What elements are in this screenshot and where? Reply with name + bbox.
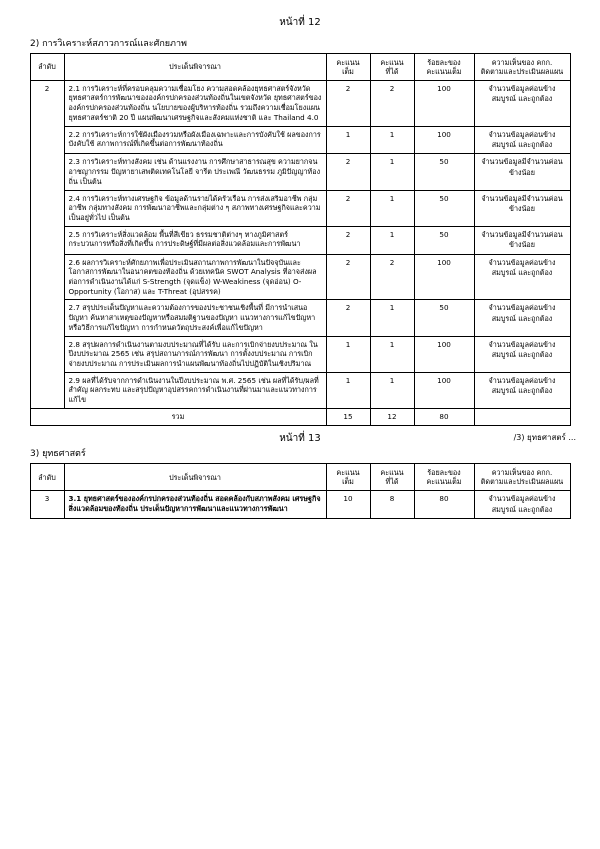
row-got-score: 1 (370, 126, 414, 154)
table-row (30, 126, 570, 154)
header-topic: ประเด็นพิจารณา (64, 53, 326, 80)
header-comment-line2: ติดตามและประเมินผลแผน (480, 477, 564, 487)
header-percent-line2: คะแนนเต็ม (426, 66, 462, 76)
header-full-score-line1: คะแนน (336, 468, 360, 478)
row-topic: 2.3 การวิเคราะห์ทางสังคม เช่น ด้านแรงงาน การศึกษาสาธารณสุข ความยากจน อาชญากรรม ปัญหายาเสพติดเทคโนโลยี จารีต ประเพณี วัฒนธรรม ภูมิปัญญาท้องถิ่น เป็นต้น (64, 154, 326, 190)
row-percent: 50 (414, 226, 474, 254)
total-percent: 80 (414, 408, 474, 425)
row-comment: จำนวนข้อมูลค่อนข้างสมบูรณ์ และถูกต้อง (474, 126, 570, 154)
table-row (30, 226, 570, 254)
table-row (30, 154, 570, 190)
row-percent: 50 (414, 300, 474, 336)
row-got-score: 1 (370, 300, 414, 336)
row-percent: 80 (414, 491, 474, 519)
total-got-score: 12 (370, 408, 414, 425)
table-row (30, 300, 570, 336)
row-percent: 50 (414, 154, 474, 190)
row-comment: จำนวนข้อมูลค่อนข้างสมบูรณ์ และถูกต้อง (474, 491, 570, 519)
header-got-score-line2: ที่ได้ (385, 477, 399, 487)
table-header-row (30, 464, 570, 491)
table-row (30, 80, 570, 126)
table-row (30, 190, 570, 226)
row-topic: 2.4 การวิเคราะห์ทางเศรษฐกิจ ข้อมูลด้านรายได้ครัวเรือน การส่งเสริมอาชีพ กลุ่มอาชีพ กลุ่มทางสังคม การพัฒนาอาชีพและกลุ่มต่าง ๆ สภาพทางเศรษฐกิจและความเป็นอยู่ทั่วไป เป็นต้น (64, 190, 326, 226)
row-full-score: 2 (326, 190, 370, 226)
header-full-score-line1: คะแนน (336, 57, 360, 67)
header-comment-line2: ติดตามและประเมินผลแผน (480, 66, 564, 76)
row-percent: 50 (414, 190, 474, 226)
row-percent: 100 (414, 254, 474, 300)
row-comment: จำนวนข้อมูลมีจำนวนค่อนข้างน้อย (474, 226, 570, 254)
header-got-score-line1: คะแนน (380, 57, 404, 67)
row-number: 3 (30, 491, 64, 519)
total-label: รวม (30, 408, 326, 425)
page-number-header-2: หน้าที่ 13 (279, 432, 321, 444)
header-comment-line1: ความเห็นของ คกก. (491, 468, 553, 478)
table-body-section-3 (30, 491, 570, 519)
header-full-score-line2: เต็ม (342, 66, 354, 76)
row-got-score: 8 (370, 491, 414, 519)
row-comment: จำนวนข้อมูลมีจำนวนค่อนข้างน้อย (474, 154, 570, 190)
header-percent-line1: ร้อยละของ (427, 57, 461, 67)
row-got-score: 1 (370, 372, 414, 408)
total-comment (474, 408, 570, 425)
row-topic: 2.5 การวิเคราะห์สิ่งแวดล้อม พื้นที่สีเขียว ธรรมชาติต่างๆ ทางภูมิศาสตร์ กระบวนการหรือสิ่งที่เกิดขึ้น การประดิษฐ์ที่มีผลต่อสิ่งแวดล้อมและการพัฒนา (64, 226, 326, 254)
table-row (30, 254, 570, 300)
header-comment (474, 464, 570, 491)
header-no: ลำดับ (30, 53, 64, 80)
row-got-score: 1 (370, 226, 414, 254)
row-full-score: 2 (326, 226, 370, 254)
header-percent-line2: คะแนนเต็ม (426, 477, 462, 487)
table-row (30, 372, 570, 408)
total-full-score: 15 (326, 408, 370, 425)
header-comment-line1: ความเห็นของ คกก. (491, 57, 553, 67)
row-got-score: 2 (370, 80, 414, 126)
header-full-score-line2: เต็ม (342, 477, 354, 487)
row-percent: 100 (414, 80, 474, 126)
table-total-row (30, 408, 570, 425)
table-row (30, 336, 570, 372)
header-percent (414, 53, 474, 80)
evaluation-table-section-2 (30, 53, 571, 426)
row-comment: จำนวนข้อมูลค่อนข้างสมบูรณ์ และถูกต้อง (474, 80, 570, 126)
row-topic: 2.6 ผลการวิเคราะห์ศักยภาพเพื่อประเมินสถานภาพการพัฒนาในปัจจุบันและโอกาสการพัฒนาในอนาคตของท้องถิ่น ด้วยเทคนิค SWOT Analysis ที่อาจส่งผลต่อการดำเนินงานได้แก่ S-Strength (จุดแข็ง) W-Weakiness (จุดอ่อน) O-Opportunity (โอกาส) และ T-Threat (อุปสรรค) (64, 254, 326, 300)
row-comment: จำนวนข้อมูลค่อนข้างสมบูรณ์ และถูกต้อง (474, 372, 570, 408)
row-full-score: 2 (326, 80, 370, 126)
header-got-score (370, 464, 414, 491)
evaluation-table-section-3 (30, 463, 571, 519)
header-full-score (326, 464, 370, 491)
section-2-title: 2) การวิเคราะห์สภาวการณ์และศักยภาพ (30, 38, 187, 49)
row-full-score: 1 (326, 372, 370, 408)
header-no: ลำดับ (30, 464, 64, 491)
row-full-score: 10 (326, 491, 370, 519)
footnote-next-section: /3) ยุทธศาสตร์ ... (513, 433, 576, 443)
row-full-score: 2 (326, 254, 370, 300)
row-full-score: 2 (326, 300, 370, 336)
table-row (30, 491, 570, 519)
row-topic: 2.1 การวิเคราะห์ที่ครอบคลุมความเชื่อมโยง ความสอดคล้องยุทธศาสตร์จังหวัด ยุทธศาสตร์การพัฒนาขององค์กรปกครองส่วนท้องถิ่นในเขตจังหวัด ยุทธศาสตร์ขององค์กรปกครองส่วนท้องถิ่น นโยบายของผู้บริหารท้องถิ่น รวมถึงความเชื่อมโยงแผนยุทธศาสตร์ชาติ 20 ปี แผนพัฒนาเศรษฐกิจและสังคมแห่งชาติ และ Thailand 4.0 (64, 80, 326, 126)
row-got-score: 1 (370, 190, 414, 226)
row-comment: จำนวนข้อมูลค่อนข้างสมบูรณ์ และถูกต้อง (474, 254, 570, 300)
row-got-score: 1 (370, 336, 414, 372)
row-full-score: 2 (326, 154, 370, 190)
row-got-score: 2 (370, 254, 414, 300)
row-topic: 3.1 ยุทธศาสตร์ขององค์กรปกครองส่วนท้องถิ่น สอดคล้องกับสภาพสังคม เศรษฐกิจ สิ่งแวดล้อมของท้องถิ่น ประเด็นปัญหาการพัฒนาและแนวทางการพัฒนา (64, 491, 326, 519)
header-got-score (370, 53, 414, 80)
section-3-title: 3) ยุทธศาสตร์ (30, 448, 86, 459)
row-got-score: 1 (370, 154, 414, 190)
row-comment: จำนวนข้อมูลค่อนข้างสมบูรณ์ และถูกต้อง (474, 336, 570, 372)
row-topic: 2.8 สรุปผลการดำเนินงานตามงบประมาณที่ได้รับ และการเบิกจ่ายงบประมาณ ในปีงบประมาณ 2565 เช่น สรุปสถานการณ์การพัฒนา การตั้งงบประมาณ การเบิกจ่ายงบประมาณ การประเมินผลการนำแผนพัฒนาท้องถิ่นไปปฏิบัติในเชิงปริมาณ (64, 336, 326, 372)
row-comment: จำนวนข้อมูลค่อนข้างสมบูรณ์ และถูกต้อง (474, 300, 570, 336)
header-comment (474, 53, 570, 80)
header-percent-line1: ร้อยละของ (427, 468, 461, 478)
row-topic: 2.7 สรุปประเด็นปัญหาและความต้องการของประชาชนเชิงพื้นที่ มีการนำเสนอปัญหา ค้นหาสาเหตุของปัญหาหรือสมมติฐานของปัญหา แนวทางการแก้ไขปัญหาหรือวิธีการแก้ไขปัญหา การกำหนดวัตถุประสงค์เพื่อแก้ไขปัญหา (64, 300, 326, 336)
row-percent: 100 (414, 372, 474, 408)
table-header-row (30, 53, 570, 80)
row-percent: 100 (414, 126, 474, 154)
page-number-header-1: หน้าที่ 12 (279, 17, 321, 28)
row-topic: 2.9 ผลที่ได้รับจากการดำเนินงานในปีงบประมาณ พ.ศ. 2565 เช่น ผลที่ได้รับ/ผลที่สำคัญ ผลกระทบ และสรุปปัญหาอุปสรรคการดำเนินงานที่ผ่านมาและแนวทางการแก้ไข (64, 372, 326, 408)
row-full-score: 1 (326, 126, 370, 154)
row-group-number: 2 (30, 80, 64, 408)
row-comment: จำนวนข้อมูลมีจำนวนค่อนข้างน้อย (474, 190, 570, 226)
header-topic: ประเด็นพิจารณา (64, 464, 326, 491)
header-got-score-line1: คะแนน (380, 468, 404, 478)
header-got-score-line2: ที่ได้ (385, 66, 399, 76)
row-topic: 2.2 การวิเคราะห์การใช้ผังเมืองรวมหรือผังเมืองเฉพาะและการบังคับใช้ ผลของการบังคับใช้ สภาพการณ์ที่เกิดขึ้นต่อการพัฒนาท้องถิ่น (64, 126, 326, 154)
header-full-score (326, 53, 370, 80)
row-percent: 100 (414, 336, 474, 372)
row-full-score: 1 (326, 336, 370, 372)
header-percent (414, 464, 474, 491)
table-body-section-2 (30, 80, 570, 425)
